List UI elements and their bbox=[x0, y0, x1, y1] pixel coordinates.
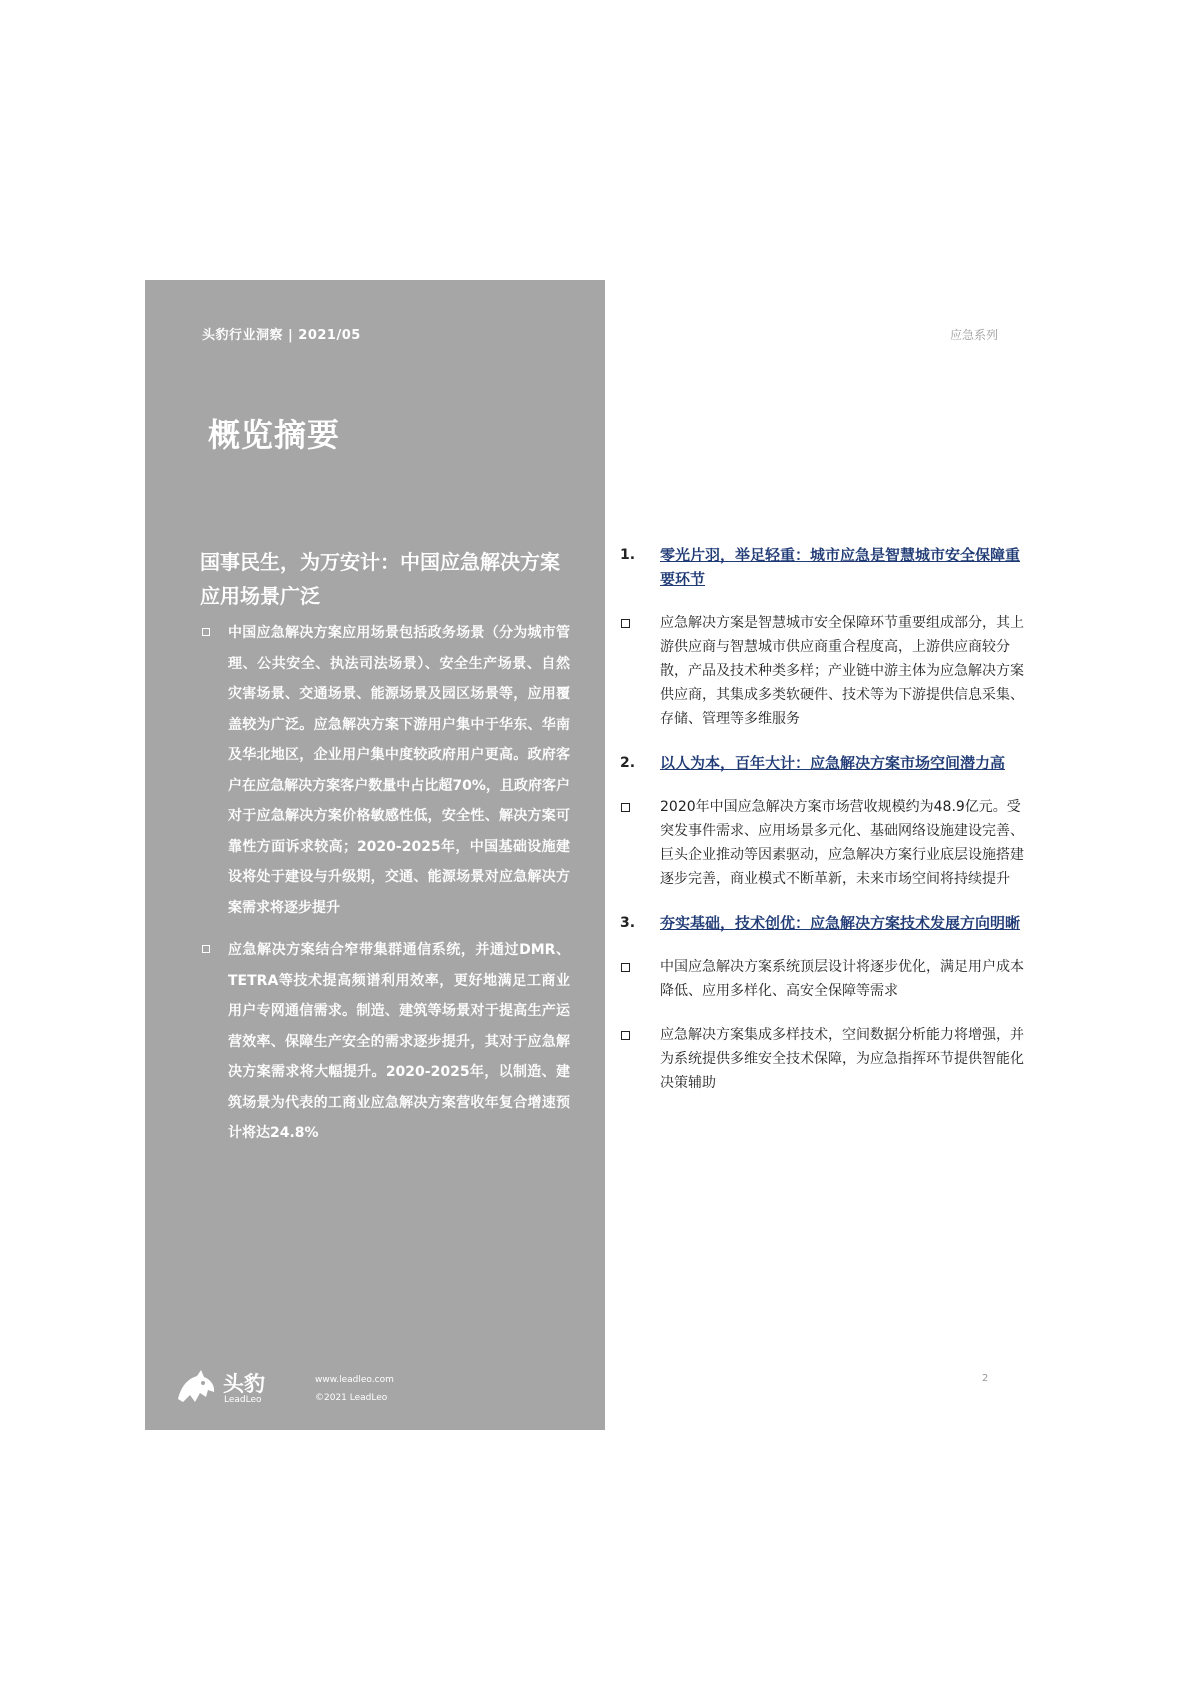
list-item bbox=[200, 618, 570, 923]
checkbox-bullet-icon bbox=[202, 945, 210, 953]
logo-chinese-name: 头豹 bbox=[223, 1372, 265, 1396]
list-item bbox=[620, 795, 1030, 891]
list-item bbox=[620, 611, 1030, 731]
checkbox-bullet-icon bbox=[621, 619, 630, 628]
checkbox-bullet-icon bbox=[621, 963, 630, 972]
bullet-text: 应急解决方案结合窄带集群通信系统，并通过DMR、TETRA等技术提高频谱利用效率，更好地满足工商业用户专网通信需求。制造、建筑等场景对于提高生产运营效率、保障生产安全的需求逐步提升，其对于应急解决方案需求将大幅提升。2020-2025年，以制造、建筑场景为代表的工商业应急解决方案营收年复合增速预计将达24.8% bbox=[228, 942, 570, 1141]
bullet-text: 2020年中国应急解决方案市场营收规模约为48.9亿元。受突发事件需求、应用场景多元化、基础网络设施建设完善、巨头企业推动等因素驱动，应急解决方案行业底层设施搭建逐步完善，商业模式不断革新，未来市场空间将持续提升 bbox=[660, 799, 1024, 887]
section-heading-link[interactable]: 夯实基础，技术创优：应急解决方案技术发展方向明晰 bbox=[660, 914, 1021, 932]
left-bullet-list bbox=[200, 618, 570, 1161]
page-title: 概览摘要 bbox=[208, 416, 341, 454]
right-section-heading-2[interactable] bbox=[620, 751, 1030, 775]
right-section-heading-1[interactable] bbox=[620, 543, 1030, 591]
footer-logo bbox=[175, 1365, 595, 1413]
right-section-heading-3[interactable] bbox=[620, 911, 1030, 935]
copyright-text: ©2021 LeadLeo bbox=[315, 1393, 388, 1403]
bullet-text: 中国应急解决方案应用场景包括政务场景（分为城市管理、公共安全、执法司法场景）、安全生产场景、自然灾害场景、交通场景、能源场景及园区场景等，应用覆盖较为广泛。应急解决方案下游用户集中于华东、华南及华北地区，企业用户集中度较政府用户更高。政府客户在应急解决方案客户数量中占比超70%，且政府客户对于应急解决方案价格敏感性低，安全性、解决方案可靠性方面诉求较高；2020-2025年，中国基础设施建设将处于建设与升级期，交通、能源场景对应急解决方案需求将逐步提升 bbox=[228, 625, 570, 916]
list-item bbox=[200, 935, 570, 1149]
bullet-text: 应急解决方案是智慧城市安全保障环节重要组成部分，其上游供应商与智慧城市供应商重合程度高，上游供应商较分散，产品及技术种类多样；产业链中游主体为应急解决方案供应商，其集成多类软硬件、技术等为下游提供信息采集、存储、管理等多维服务 bbox=[660, 615, 1024, 727]
page-number: 2 bbox=[982, 1373, 989, 1384]
section-number: 1. bbox=[620, 547, 636, 563]
leopard-logo-icon bbox=[175, 1369, 217, 1407]
left-summary-panel bbox=[145, 280, 605, 1430]
checkbox-bullet-icon bbox=[621, 803, 630, 812]
section-heading-link[interactable]: 以人为本，百年大计：应急解决方案市场空间潜力高 bbox=[660, 754, 1006, 772]
bullet-text: 应急解决方案集成多样技术，空间数据分析能力将增强，并为系统提供多维安全技术保障，为应急指挥环节提供智能化决策辅助 bbox=[660, 1027, 1024, 1091]
list-item bbox=[620, 955, 1030, 1003]
website-link[interactable]: www.leadleo.com bbox=[315, 1375, 394, 1385]
section-heading-link[interactable]: 零光片羽，举足轻重：城市应急是智慧城市安全保障重要环节 bbox=[660, 546, 1021, 588]
series-label: 应急系列 bbox=[950, 328, 999, 342]
right-column bbox=[620, 543, 1030, 1115]
checkbox-bullet-icon bbox=[621, 1031, 630, 1040]
bullet-text: 中国应急解决方案系统顶层设计将逐步优化，满足用户成本降低、应用多样化、高安全保障等需求 bbox=[660, 959, 1024, 999]
list-item bbox=[620, 1023, 1030, 1095]
logo-english-name: LeadLeo bbox=[224, 1395, 262, 1405]
section-number: 2. bbox=[620, 755, 636, 771]
report-header: 头豹行业洞察 | 2021/05 bbox=[202, 328, 361, 343]
checkbox-bullet-icon bbox=[202, 628, 210, 636]
left-section-heading: 国事民生，为万安计：中国应急解决方案应用场景广泛 bbox=[200, 550, 560, 608]
section-number: 3. bbox=[620, 915, 636, 931]
